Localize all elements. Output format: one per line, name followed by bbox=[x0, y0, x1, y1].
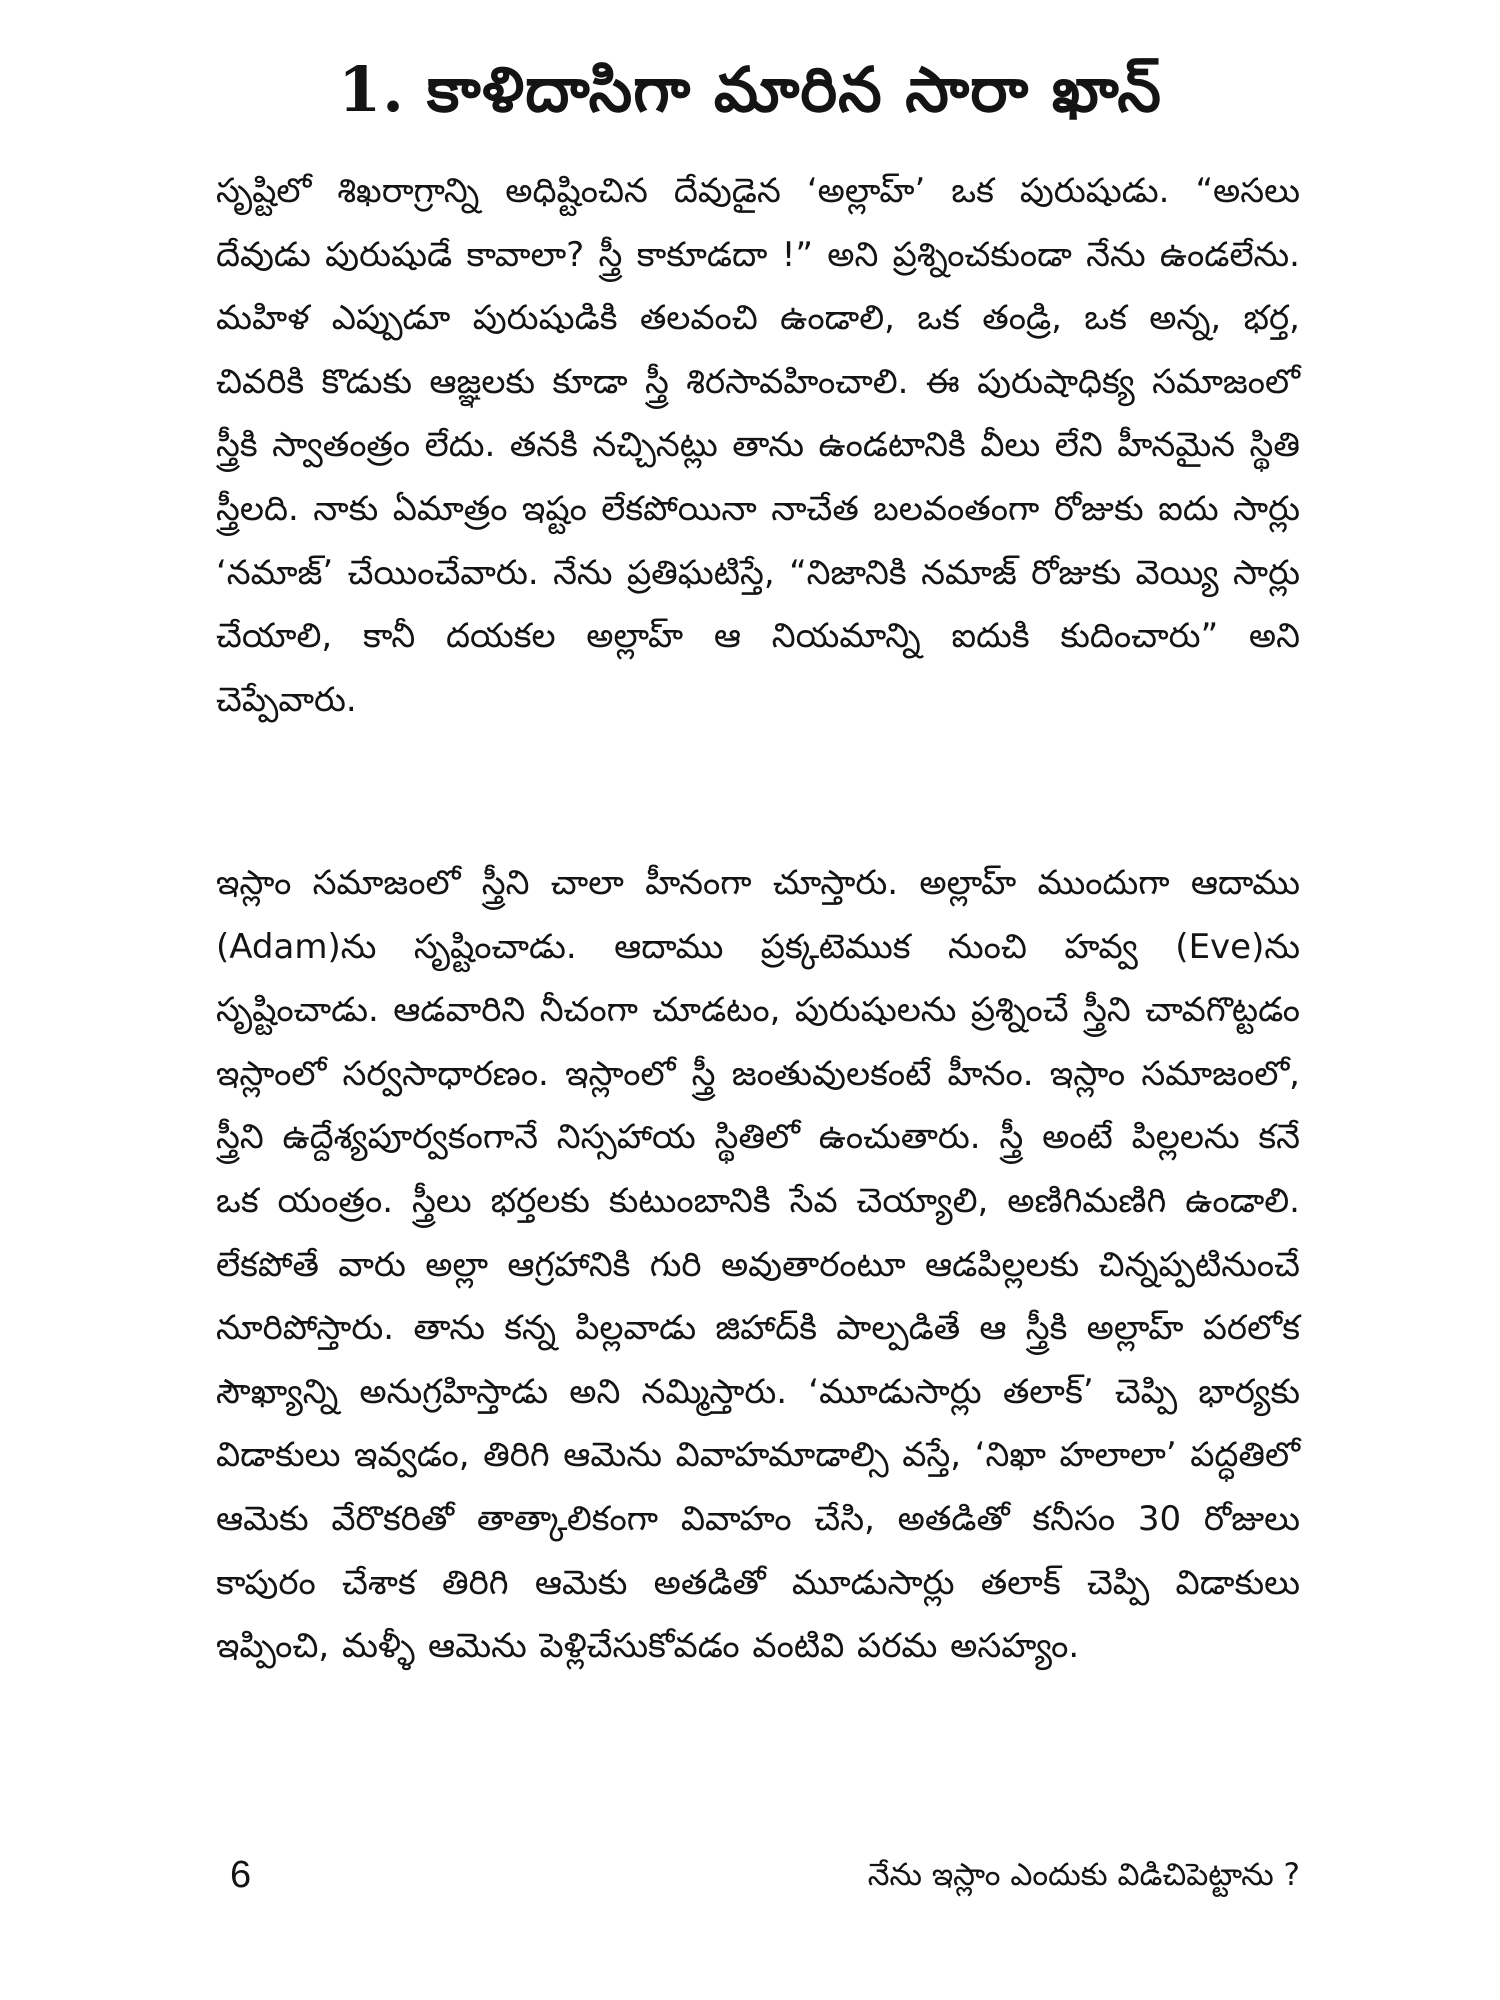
body-paragraph-2: ఇస్లాం సమాజంలో స్త్రీని చాలా హీనంగా చూస్తారు. అల్లాహ్ ముందుగా ఆదాము (Adam)ను సృష్టించాడు. ఆదాము ప్రక్కటెముక నుంచి హవ్వ (Eve)ను సృష్టించాడు. ఆడవారిని నీచంగా చూడటం, పురుషులను ప్రశ్నించే స్త్రీని చావగొట్టడం ఇస్లాంలో సర్వసాధారణం. ఇస్లాంలో స్త్రీ జంతువులకంటే హీనం. ఇస్లాం సమాజంలో, స్త్రీని ఉద్దేశ్యపూర్వకంగానే నిస్సహాయ స్థితిలో ఉంచుతారు. స్త్రీ అంటే పిల్లలను కనే ఒక యంత్రం. స్త్రీలు భర్తలకు కుటుంబానికి సేవ చెయ్యాలి, అణిగిమణిగి ఉండాలి. లేకపోతే వారు అల్లా ఆగ్రహానికి గురి అవుతారంటూ ఆడపిల్లలకు చిన్నప్పటినుంచే నూరిపోస్తారు. తాను కన్న పిల్లవాడు జిహాద్‌కి పాల్పడితే ఆ స్త్రీకి అల్లాహ్ పరలోక సౌఖ్యాన్ని అనుగ్రహిస్తాడు అని నమ్మిస్తారు. ‘మూడుసార్లు తలాక్’ చెప్పి భార్యకు విడాకులు ఇవ్వడం, తిరిగి ఆమెను వివాహమాడాల్సి వస్తే, ‘నిఖా హలాలా’ పద్ధతిలో ఆమెకు వేరొకరితో తాత్కాలికంగా వివాహం చేసి, అతడితో కనీసం 30 రోజులు కాపురం చేశాక తిరిగి ఆమెకు అతడితో మూడుసార్లు తలాక్ చెప్పి విడాకులు ఇప్పించి, మళ్ళీ ఆమెను పెళ్లిచేసుకోవడం వంటివి పరమ అసహ్యం. bbox=[216, 863, 1300, 1667]
page-number: 6 bbox=[230, 1854, 252, 1896]
body-paragraph-1: సృష్టిలో శిఖరాగ్రాన్ని అధిష్టించిన దేవుడైన ‘అల్లాహ్’ ఒక పురుషుడు. “అసలు దేవుడు పురుషుడే కావాలా? స్త్రీ కాకూడదా !” అని ప్రశ్నించకుండా నేను ఉండలేను. మహిళ ఎప్పుడూ పురుషుడికి తలవంచి ఉండాలి, ఒక తండ్రి, ఒక అన్న, భర్త, చివరికి కొడుకు ఆజ్ఞలకు కూడా స్త్రీ శిరసావహించాలి. ఈ పురుషాధిక్య సమాజంలో స్త్రీకి స్వాతంత్రం లేదు. తనకి నచ్చినట్లు తాను ఉండటానికి వీలు లేని హీనమైన స్థితి స్త్రీలది. నాకు ఏమాత్రం ఇష్టం లేకపోయినా నాచేత బలవంతంగా రోజుకు ఐదు సార్లు ‘నమాజ్’ చేయించేవారు. నేను ప్రతిఘటిస్తే, “నిజానికి నమాజ్ రోజుకు వెయ్యి సార్లు చేయాలి, కానీ దయకల అల్లాహ్ ఆ నియమాన్ని ఐదుకి కుదించారు” అని చెప్పేవారు. bbox=[216, 171, 1300, 720]
chapter-title: కాళిదాసిగా మారిన సారా ఖాన్ bbox=[426, 53, 1162, 126]
chapter-number: 1. bbox=[338, 53, 405, 126]
chapter-heading bbox=[0, 30, 1500, 150]
running-footer-book-title: నేను ఇస్లాం ఎందుకు విడిచిపెట్టాను ? bbox=[867, 1857, 1300, 1893]
